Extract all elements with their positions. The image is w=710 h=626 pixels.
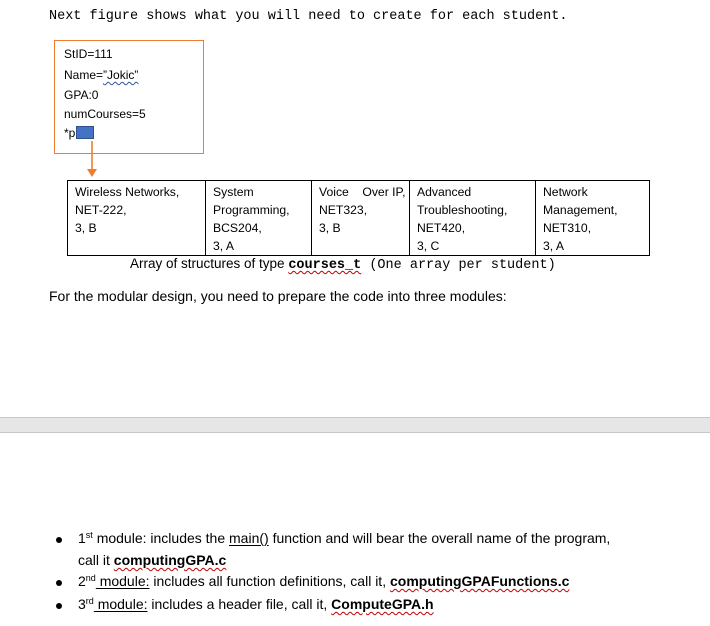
bullet-icon xyxy=(56,603,62,609)
module-label: module: xyxy=(93,596,148,612)
module-text: function and will bear the overall name of the program, xyxy=(268,530,611,546)
module-text: module: includes the xyxy=(92,530,230,546)
struct-name-label: Name= xyxy=(64,68,104,82)
struct-pointer-label: *p xyxy=(64,126,76,140)
course-grade: 3, A xyxy=(213,239,235,253)
courses-array-table xyxy=(67,180,650,256)
module-ordinal: rd xyxy=(85,596,94,606)
module-text: includes all function definitions, call it, xyxy=(149,573,390,589)
list-item xyxy=(78,596,434,612)
list-item xyxy=(78,530,610,546)
course-cell xyxy=(536,181,650,256)
course-name: System Programming, xyxy=(213,185,290,217)
module-ordinal: nd xyxy=(85,573,96,583)
pointer-square xyxy=(76,126,94,139)
course-cell xyxy=(206,181,312,256)
page-break-gap xyxy=(0,417,710,433)
module-text: call it xyxy=(78,552,114,568)
course-code: NET310, xyxy=(543,221,592,235)
module-number: 2 xyxy=(78,573,86,589)
bullet-icon xyxy=(56,580,62,586)
module-ordinal: st xyxy=(85,530,93,540)
struct-stid: StID=111 xyxy=(64,47,113,61)
struct-name xyxy=(64,68,138,82)
course-grade: 3, A xyxy=(543,239,565,253)
caption-suffix: (One array per student) xyxy=(361,258,556,273)
caption-prefix: Array of structures of type xyxy=(130,256,289,271)
course-code: BCS204, xyxy=(213,221,262,235)
struct-gpa: GPA:0 xyxy=(64,88,99,102)
course-name: Voice Over IP, xyxy=(319,185,406,199)
main-function-link: main() xyxy=(229,530,269,546)
course-name: Advanced Troubleshooting, xyxy=(417,185,508,217)
struct-name-value: ”Jokic” xyxy=(103,68,139,82)
course-grade: 3, B xyxy=(319,221,341,235)
module-label: module: xyxy=(95,573,150,589)
course-cell xyxy=(312,181,410,256)
table-caption xyxy=(130,256,556,273)
module-number: 1 xyxy=(78,530,86,546)
course-name: Network Management, xyxy=(543,185,618,217)
student-struct-box xyxy=(54,40,204,154)
course-code: NET420, xyxy=(417,221,466,235)
module-filename: computingGPAFunctions.c xyxy=(389,573,570,589)
course-cell xyxy=(410,181,536,256)
module-number: 3 xyxy=(78,596,86,612)
module-filename: computingGPA.c xyxy=(113,552,227,568)
modular-intro: For the modular design, you need to prepare the code into three modules: xyxy=(49,288,507,304)
pointer-arrow-icon xyxy=(84,141,100,181)
course-grade: 3, C xyxy=(417,239,440,253)
course-cell xyxy=(68,181,206,256)
list-item-continuation xyxy=(78,552,226,568)
document-page-bottom xyxy=(0,433,710,626)
bullet-icon xyxy=(56,537,62,543)
course-code: NET-222, xyxy=(75,203,127,217)
course-code: NET323, xyxy=(319,203,368,217)
caption-type-name: courses_t xyxy=(288,258,362,273)
list-item xyxy=(78,573,569,589)
course-name: Wireless Networks, xyxy=(75,185,180,199)
course-grade: 3, B xyxy=(75,221,97,235)
module-filename: ComputeGPA.h xyxy=(331,596,434,612)
struct-num-courses: numCourses=5 xyxy=(64,107,146,121)
module-text: includes a header file, call it, xyxy=(147,596,332,612)
struct-pointer xyxy=(64,126,94,140)
table-row xyxy=(68,181,650,256)
intro-text: Next figure shows what you will need to create for each student. xyxy=(49,9,568,24)
